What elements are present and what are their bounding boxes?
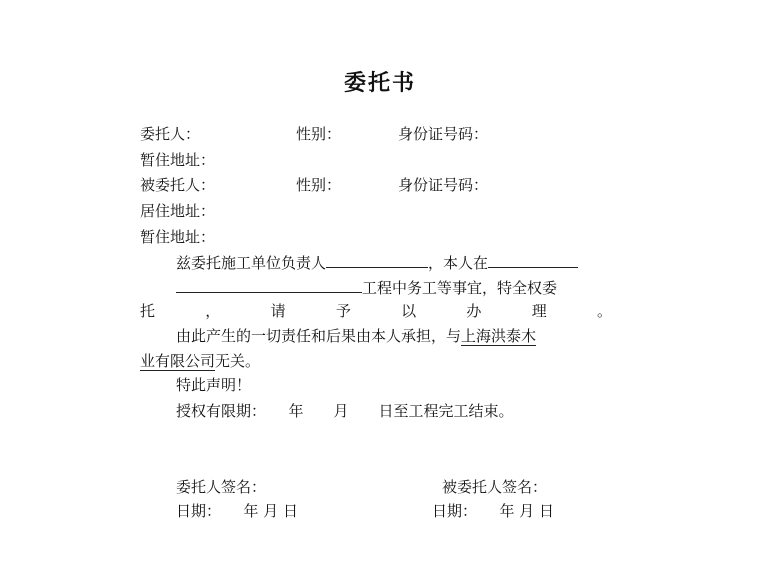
authorization-line-3 (140, 301, 612, 321)
spread-char: 理 (531, 302, 547, 320)
liability-line-1 (176, 326, 536, 346)
company-name-part1: 上海洪泰木 (461, 327, 537, 345)
spread-char: 以 (401, 302, 417, 320)
spread-char: ， (205, 302, 221, 320)
authorization-line-2 (176, 276, 557, 298)
project-blank (176, 276, 362, 293)
spread-char: 办 (466, 302, 482, 320)
declaration-text: 特此声明！ (176, 376, 252, 394)
authorization-text-start: 兹委托施工单位负责人 (176, 254, 327, 272)
spread-char: 请 (270, 302, 286, 320)
leader-name-blank (326, 251, 428, 268)
principal-signature-label: 委托人签名： (176, 478, 267, 496)
company-name-part2: 业有限公司 (140, 352, 216, 370)
agent-label: 被委托人： (140, 176, 216, 194)
agent-date-label: 日期： 年 月 日 (432, 502, 555, 520)
location-blank (488, 251, 578, 268)
liability-text: 由此产生的一切责任和后果由本人承担，与 (176, 327, 462, 345)
agent-residence-label: 居住地址： (140, 202, 216, 220)
authorization-term: 授权有限期： 年 月 日至工程完工结束。 (176, 402, 514, 420)
liability-line-2 (140, 351, 260, 371)
document-title: 委托书 (343, 70, 416, 96)
principal-date-label: 日期： 年 月 日 (176, 502, 299, 520)
principal-id-label: 身份证号码： (398, 125, 489, 143)
spread-char: 托 (140, 302, 156, 320)
principal-label: 委托人： (140, 125, 201, 143)
spread-char: 。 (596, 302, 612, 320)
authorization-text-line2: 工程中务工等事宜，特全权委 (362, 279, 558, 297)
principal-gender-label: 性别： (296, 125, 342, 143)
agent-address-label: 暂住地址： (140, 228, 216, 246)
agent-gender-label: 性别： (296, 176, 342, 194)
authorization-text-mid: ，本人在 (428, 254, 489, 272)
agent-signature-label: 被委托人签名： (442, 478, 548, 496)
spread-char: 予 (335, 302, 351, 320)
liability-end-text: 无关。 (215, 352, 261, 370)
authorization-line-1 (176, 251, 578, 273)
agent-id-label: 身份证号码： (398, 176, 489, 194)
principal-address-label: 暂住地址： (140, 151, 216, 169)
